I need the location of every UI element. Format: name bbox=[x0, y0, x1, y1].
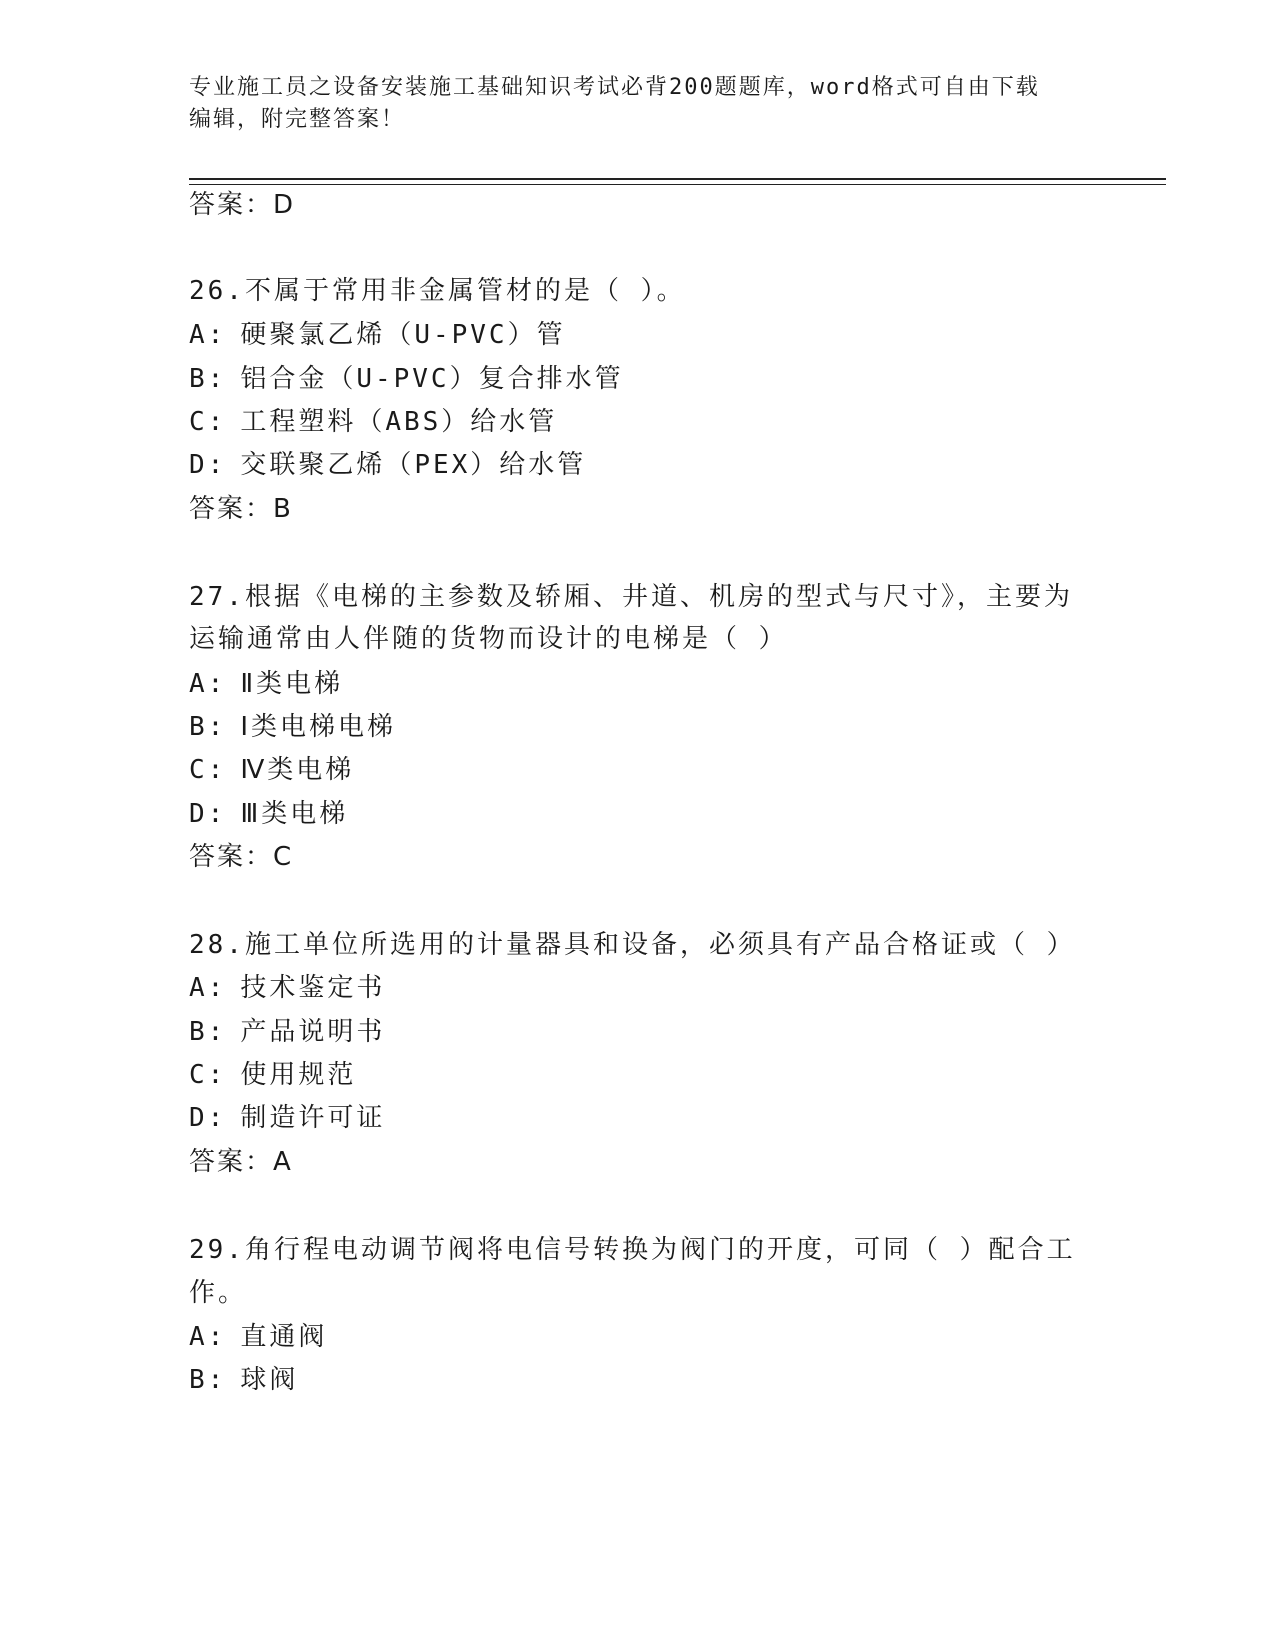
option-key: D: bbox=[189, 1103, 227, 1133]
option-text: 技术鉴定书 bbox=[240, 973, 386, 1003]
option-text: 工程塑料（ABS）给水管 bbox=[240, 407, 558, 437]
option-key: D: bbox=[189, 799, 227, 829]
option-key: B: bbox=[189, 1017, 227, 1047]
question-stem: 27.根据《电梯的主参数及轿厢、井道、机房的型式与尺寸》，主要为 bbox=[189, 582, 1073, 612]
option-text: 交联聚乙烯（PEX）给水管 bbox=[240, 450, 587, 480]
header-line-1: 专业施工员之设备安装施工基础知识考试必背200题题库，word格式可自由下载 bbox=[189, 75, 1040, 100]
option-line bbox=[189, 405, 557, 439]
option-key: A: bbox=[189, 973, 227, 1003]
option-key: C: bbox=[189, 407, 227, 437]
option-key: A: bbox=[189, 320, 227, 350]
question-stem: 28.施工单位所选用的计量器具和设备，必须具有产品合格证或（ ） bbox=[189, 930, 1076, 960]
option-key: D: bbox=[189, 450, 227, 480]
question-stem-continued: 作。 bbox=[189, 1278, 248, 1308]
answer-value: D bbox=[273, 190, 296, 220]
option-line bbox=[189, 710, 396, 744]
option-key: C: bbox=[189, 1060, 227, 1090]
header-line-2: 编辑，附完整答案！ bbox=[189, 107, 406, 132]
option-text: Ⅳ类电梯 bbox=[240, 755, 355, 785]
option-text: 硬聚氯乙烯（U-PVC）管 bbox=[240, 320, 566, 350]
option-line bbox=[189, 1363, 298, 1397]
option-line bbox=[189, 797, 348, 831]
option-line bbox=[189, 318, 566, 352]
option-key: B: bbox=[189, 712, 227, 742]
option-line bbox=[189, 753, 354, 787]
option-text: 直通阀 bbox=[240, 1322, 328, 1352]
option-line bbox=[189, 1015, 385, 1049]
option-line bbox=[189, 971, 385, 1005]
document-header bbox=[189, 72, 1079, 136]
answer-line bbox=[189, 188, 295, 222]
answer-value: B bbox=[273, 494, 293, 524]
option-key: B: bbox=[189, 364, 227, 394]
answer-value: A bbox=[273, 1147, 293, 1177]
option-text: 铝合金（U-PVC）复合排水管 bbox=[240, 364, 624, 394]
answer-prefix: 答案： bbox=[189, 190, 274, 220]
answer-prefix: 答案： bbox=[189, 494, 274, 524]
header-rule-thin bbox=[189, 184, 1166, 185]
option-line bbox=[189, 1058, 356, 1092]
option-text: 使用规范 bbox=[240, 1060, 357, 1090]
option-line bbox=[189, 667, 343, 701]
option-text: 球阀 bbox=[240, 1365, 299, 1395]
answer-line bbox=[189, 492, 293, 526]
answer-value: C bbox=[273, 842, 294, 872]
option-line bbox=[189, 1320, 327, 1354]
answer-prefix: 答案： bbox=[189, 1147, 274, 1177]
option-key: B: bbox=[189, 1365, 227, 1395]
option-key: A: bbox=[189, 1322, 227, 1352]
option-key: C: bbox=[189, 755, 227, 785]
question-stem: 29.角行程电动调节阀将电信号转换为阀门的开度，可同（ ）配合工 bbox=[189, 1235, 1076, 1265]
option-line bbox=[189, 362, 624, 396]
answer-line bbox=[189, 840, 293, 874]
question-stem: 26.不属于常用非金属管材的是（ ）。 bbox=[189, 276, 686, 306]
question-stem-continued: 运输通常由人伴随的货物而设计的电梯是（ ） bbox=[189, 624, 788, 654]
option-line bbox=[189, 1101, 385, 1135]
answer-prefix: 答案： bbox=[189, 842, 274, 872]
option-text: 制造许可证 bbox=[240, 1103, 386, 1133]
option-text: 产品说明书 bbox=[240, 1017, 386, 1047]
option-line bbox=[189, 448, 586, 482]
option-text: Ⅰ类电梯电梯 bbox=[240, 712, 396, 742]
option-text: Ⅲ类电梯 bbox=[240, 799, 349, 829]
option-key: A: bbox=[189, 669, 227, 699]
option-text: Ⅱ类电梯 bbox=[240, 669, 344, 699]
answer-line bbox=[189, 1145, 293, 1179]
header-rule-thick bbox=[189, 178, 1166, 180]
